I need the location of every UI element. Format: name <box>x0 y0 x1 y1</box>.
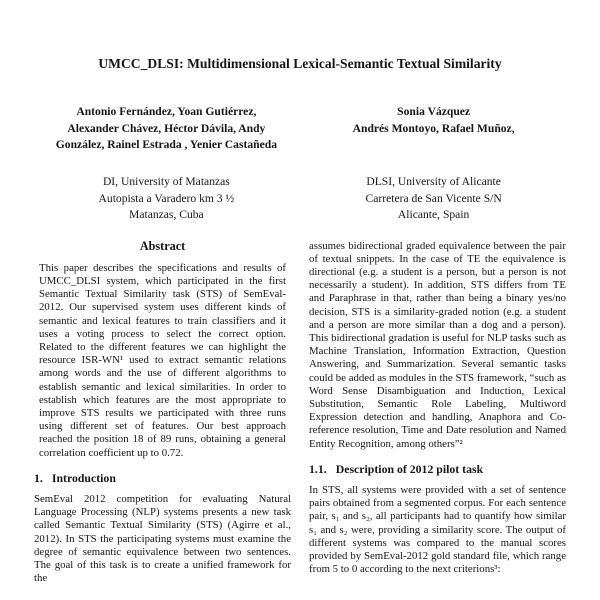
author-line: Andrés Montoyo, Rafael Muñoz, <box>352 121 515 135</box>
affiliation-line: DLSI, University of Alicante <box>366 175 501 188</box>
introduction-heading <box>34 472 291 485</box>
section-1-1-text: In STS, all systems were provided with a set of sentence pairs obtained from a segmented corpus. For each sentence pair, s₁ and s₂, all participants had to quantify how similar s₁ and s₂ were, providing a similarity score. The output of different systems was compared to the manual scores provided by SemEval-2012 gold standard file, which range from 5 to 0 according to the next criterions³: <box>309 483 566 576</box>
affiliation-right <box>305 174 562 224</box>
affiliation-line: Alicante, Spain <box>397 208 470 221</box>
authors-block <box>34 104 566 224</box>
section-1-1-heading <box>309 463 566 476</box>
section-number: 1. <box>34 470 43 485</box>
author-group-left <box>38 104 295 224</box>
abstract-text: This paper describes the specifications and results of UMCC_DLSI system, which participated in the first Semantic Textual Similarity task (STS) of SemEval-2012. Our supervised system uses different kinds of semantic and lexical features to train classifiers and it uses a voting process to select the correct option. Related to the different features we can highlight the resource ISR-WN¹ used to extract semantic relations among words and the use of different algorithms to establish semantic and lexical similarities. In order to establish which features are the most appropriate to improve STS results we participated with three runs using different set of features. Our best approach reached the position 18 of 89 runs, obtaining a general correlation coefficient up to 0.72. <box>39 261 286 459</box>
section-label: Introduction <box>51 470 116 485</box>
abstract-heading: Abstract <box>139 238 186 253</box>
author-names-left <box>38 104 295 154</box>
right-column-paragraph: assumes bidirectional graded equivalence between the pair of textual snippets. In the case of TE the equivalence is directional (e.g. a student is a person, but a person is not necessarily a student). In addition, STS differs from TE and Paraphrase in that, rather than being a binary yes/no decision, STS is a similarity-graded notion (e.g. a student and a person are more similar than a dog and a person). This bidirectional gradation is useful for NLP tasks such as Machine Translation, Information Extraction, Question Answering, and Summarization. Several semantic tasks could be added as modules in the STS framework, “such as Word Sense Disambiguation and Induction, Lexical Substitution, Semantic Role Labeling, Multiword Expression detection and handling, Anaphora and Co-reference resolution, Time and Date resolution and Named Entity Recognition, among others”² <box>309 239 566 450</box>
affiliation-left <box>38 174 295 224</box>
affiliation-line: Carretera de San Vicente S/N <box>365 191 502 205</box>
body-columns <box>34 240 566 586</box>
affiliation-line: DI, University of Matanzas <box>102 175 230 188</box>
affiliation-line: Matanzas, Cuba <box>129 208 204 221</box>
section-number: 1.1. <box>309 461 327 476</box>
author-names-right <box>305 104 562 154</box>
author-group-right <box>305 104 562 224</box>
author-line: Sonia Vázquez <box>397 105 471 118</box>
paper-title: UMCC_DLSI: Multidimensional Lexical-Semantic Textual Similarity <box>98 56 502 71</box>
left-column <box>34 240 291 586</box>
author-line: González, Rainel Estrada , Yenier Castañeda <box>55 138 277 151</box>
right-column <box>309 240 566 586</box>
author-line: Alexander Chávez, Héctor Dávila, Andy <box>67 121 266 135</box>
affiliation-line: Autopista a Varadero km 3 ½ <box>98 191 235 205</box>
author-line: Antonio Fernández, Yoan Gutiérrez, <box>76 105 257 118</box>
introduction-text: SemEval 2012 competition for evaluating Natural Language Processing (NLP) systems presents a new task called Semantic Textual Similarity (STS) (Agirre et al., 2012). In STS the participating systems must examine the degree of semantic equivalence between two sentences. The goal of this task is to create a unified framework for the <box>34 492 291 585</box>
section-label: Description of 2012 pilot task <box>335 461 484 476</box>
